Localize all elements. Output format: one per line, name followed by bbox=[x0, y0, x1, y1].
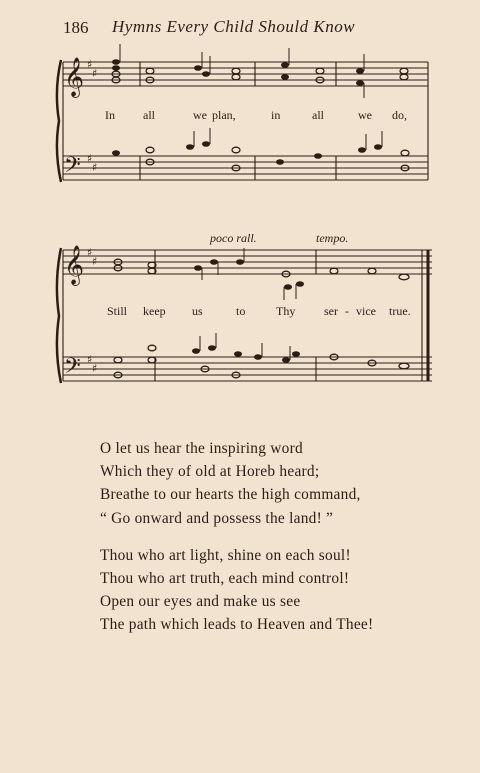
verse-line: The path which leads to Heaven and Thee! bbox=[100, 616, 374, 634]
lyric-syllable: Thy bbox=[276, 304, 296, 318]
svg-text:♯: ♯ bbox=[87, 353, 93, 366]
treble-clef-icon: 𝄞 bbox=[64, 245, 85, 285]
lyric-syllable: we bbox=[358, 108, 372, 122]
svg-text:♯: ♯ bbox=[92, 362, 98, 375]
svg-text:♯: ♯ bbox=[92, 161, 98, 174]
verse-line: O let us hear the inspiring word bbox=[100, 440, 303, 457]
stanza-2 bbox=[100, 544, 373, 637]
treble-clef-icon: 𝄞 bbox=[64, 57, 85, 97]
lyric-syllable: keep bbox=[143, 304, 166, 318]
svg-text:♯: ♯ bbox=[87, 152, 93, 165]
lyric-syllable: to bbox=[236, 304, 246, 318]
verse-line: Breathe to our hearts the high command, bbox=[100, 486, 361, 504]
lyric-syllable: true. bbox=[389, 304, 411, 318]
lyric-syllable: us bbox=[192, 304, 203, 318]
hymn-text bbox=[100, 437, 373, 651]
stanza-1 bbox=[100, 437, 373, 530]
svg-text:♯: ♯ bbox=[92, 67, 98, 80]
svg-text:♯: ♯ bbox=[87, 58, 93, 71]
brace-2 bbox=[57, 248, 61, 383]
lyric-syllable: all bbox=[143, 108, 155, 122]
lyrics-line-1 bbox=[105, 108, 407, 122]
bass-clef-icon: 𝄢 bbox=[64, 354, 81, 384]
lyrics-line-2 bbox=[107, 304, 411, 318]
svg-text:♯: ♯ bbox=[87, 246, 93, 259]
brace-1 bbox=[57, 60, 61, 182]
page-number: 186 bbox=[63, 18, 89, 37]
lyric-syllable: In bbox=[105, 108, 115, 122]
verse-line: “ Go onward and possess the land! ” bbox=[100, 509, 334, 527]
lyric-syllable: in bbox=[271, 108, 281, 122]
dynamic-marking: tempo. bbox=[316, 231, 349, 245]
verse-line: Thou who art light, shine on each soul! bbox=[100, 546, 351, 564]
bass-clef-icon: 𝄢 bbox=[64, 153, 81, 183]
key-signature-icons bbox=[87, 58, 97, 375]
verse-line: Thou who art truth, each mind control! bbox=[100, 570, 350, 588]
lyric-syllable: plan, bbox=[212, 108, 236, 122]
verse-line: Open our eyes and make us see bbox=[100, 593, 301, 611]
lyric-syllable: vice bbox=[356, 304, 376, 318]
lyric-syllable: do, bbox=[392, 108, 407, 122]
dynamic-marking: poco rall. bbox=[210, 231, 257, 245]
running-title: Hymns Every Child Should Know bbox=[112, 17, 356, 36]
lyric-syllable: Still bbox=[107, 304, 128, 318]
lyric-syllable: all bbox=[312, 108, 324, 122]
verse-line: Which they of old at Horeb heard; bbox=[100, 463, 320, 481]
lyric-syllable: - bbox=[345, 304, 349, 318]
lyric-syllable: ser bbox=[324, 304, 338, 318]
lyric-syllable: we bbox=[193, 108, 207, 122]
svg-text:♯: ♯ bbox=[92, 255, 98, 268]
bass-staff-1 bbox=[63, 156, 428, 180]
